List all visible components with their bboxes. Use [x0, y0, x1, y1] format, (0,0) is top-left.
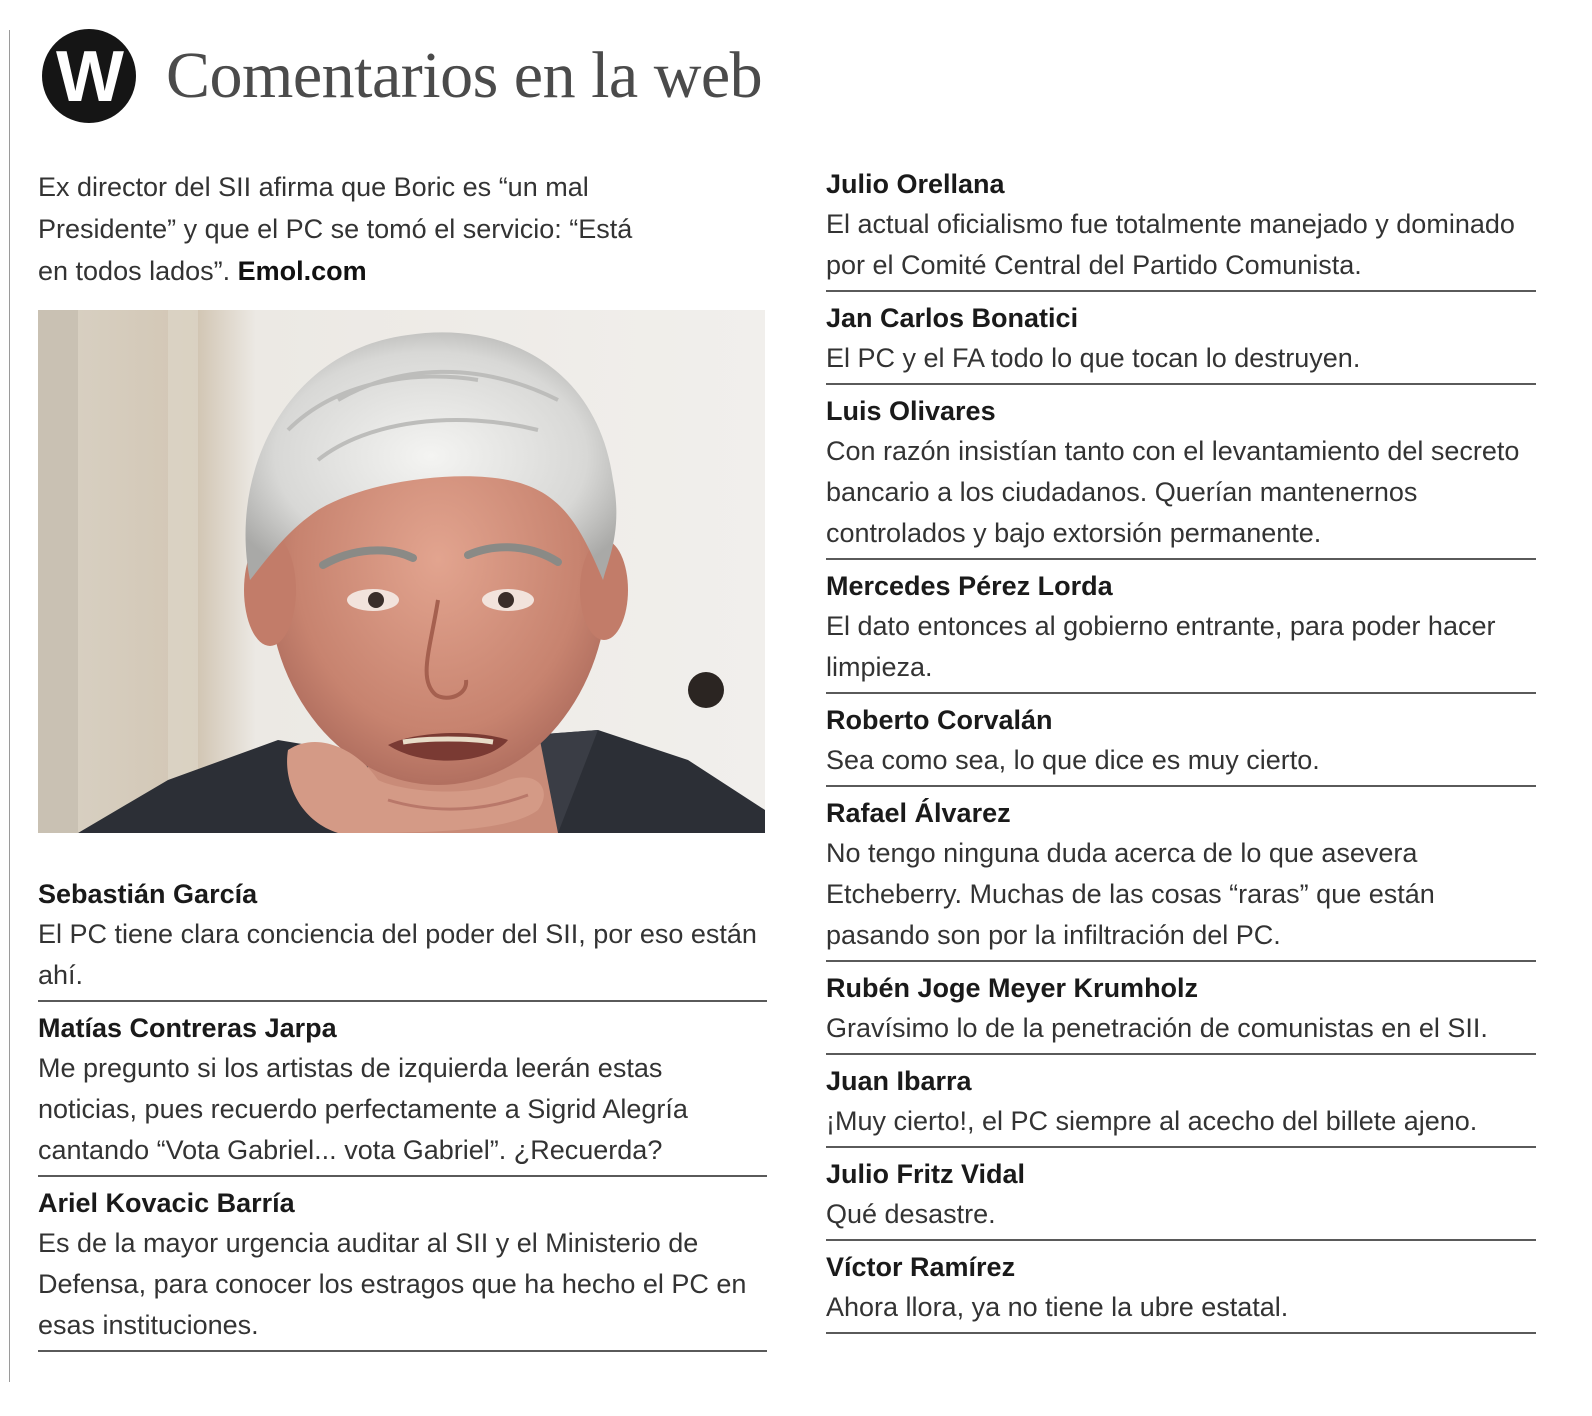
- comment-author: Matías Contreras Jarpa: [38, 1013, 337, 1043]
- comment-text: Es de la mayor urgencia auditar al SII y el Ministerio de Defensa, para conocer los estragos que ha hecho el PC en esas instituciones.: [38, 1228, 747, 1340]
- section-header: [42, 26, 762, 126]
- portrait-photo: [38, 310, 765, 833]
- comment-text: No tengo ninguna duda acerca de lo que asevera Etcheberry. Muchas de las cosas “raras” que están pasando son por la infiltración del PC.: [826, 838, 1435, 950]
- comment-item: [826, 1247, 1536, 1334]
- comment-author: Julio Fritz Vidal: [826, 1159, 1026, 1189]
- comment-author: Sebastián García: [38, 879, 258, 909]
- comment-author: Víctor Ramírez: [826, 1252, 1016, 1282]
- comment-text: ¡Muy cierto!, el PC siempre al acecho del billete ajeno.: [826, 1106, 1478, 1136]
- badge-letter: W: [56, 37, 122, 117]
- comment-author: Jan Carlos Bonatici: [826, 303, 1079, 333]
- comments-column-right: [826, 164, 1536, 1340]
- comment-item: [38, 1183, 767, 1352]
- comment-author: Roberto Corvalán: [826, 705, 1053, 735]
- comment-text: Con razón insistían tanto con el levantamiento del secreto bancario a los ciudadanos. Querían mantenernos controlados y bajo extorsión permanente.: [826, 436, 1520, 548]
- comment-author: Mercedes Pérez Lorda: [826, 571, 1113, 601]
- section-title: Comentarios en la web: [166, 39, 763, 112]
- comment-item: [826, 1154, 1536, 1241]
- comment-text: El dato entonces al gobierno entrante, para poder hacer limpieza.: [826, 611, 1496, 682]
- comment-author: Rubén Joge Meyer Krumholz: [826, 973, 1199, 1003]
- comment-author: Ariel Kovacic Barría: [38, 1188, 295, 1218]
- comment-item: [38, 874, 767, 1002]
- lead-paragraph: [38, 166, 638, 292]
- comment-author: Juan Ibarra: [826, 1066, 972, 1096]
- portrait-illustration: [38, 310, 765, 833]
- comment-item: [826, 793, 1536, 962]
- left-column-rule: [9, 30, 10, 1382]
- comment-item: [38, 1008, 767, 1177]
- comment-item: [826, 700, 1536, 787]
- comment-item: [826, 391, 1536, 560]
- web-badge-icon: [42, 29, 136, 123]
- comment-item: [826, 1061, 1536, 1148]
- comment-author: Julio Orellana: [826, 169, 1005, 199]
- comment-author: Rafael Álvarez: [826, 798, 1011, 828]
- comment-text: Sea como sea, lo que dice es muy cierto.: [826, 745, 1320, 775]
- comment-text: Qué desastre.: [826, 1199, 996, 1229]
- comment-item: [826, 298, 1536, 385]
- comment-item: [826, 566, 1536, 694]
- comment-text: Me pregunto si los artistas de izquierda leerán estas noticias, pues recuerdo perfectamente a Sigrid Alegría cantando “Vota Gabriel... vota Gabriel”. ¿Recuerda?: [38, 1053, 688, 1165]
- comment-text: Ahora llora, ya no tiene la ubre estatal.: [826, 1292, 1289, 1322]
- lead-text: Ex director del SII afirma que Boric es “un mal Presidente” y que el PC se tomó el servicio: “Está en todos lados”.: [38, 172, 633, 286]
- comment-item: [826, 968, 1536, 1055]
- comment-text: El PC y el FA todo lo que tocan lo destruyen.: [826, 343, 1361, 373]
- comments-column-left: [38, 874, 767, 1358]
- comment-text: El actual oficialismo fue totalmente manejado y dominado por el Comité Central del Partido Comunista.: [826, 209, 1515, 280]
- comment-text: El PC tiene clara conciencia del poder del SII, por eso están ahí.: [38, 919, 757, 990]
- comment-item: [826, 164, 1536, 292]
- comment-author: Luis Olivares: [826, 396, 996, 426]
- lead-source: Emol.com: [237, 256, 367, 286]
- comment-text: Gravísimo lo de la penetración de comunistas en el SII.: [826, 1013, 1488, 1043]
